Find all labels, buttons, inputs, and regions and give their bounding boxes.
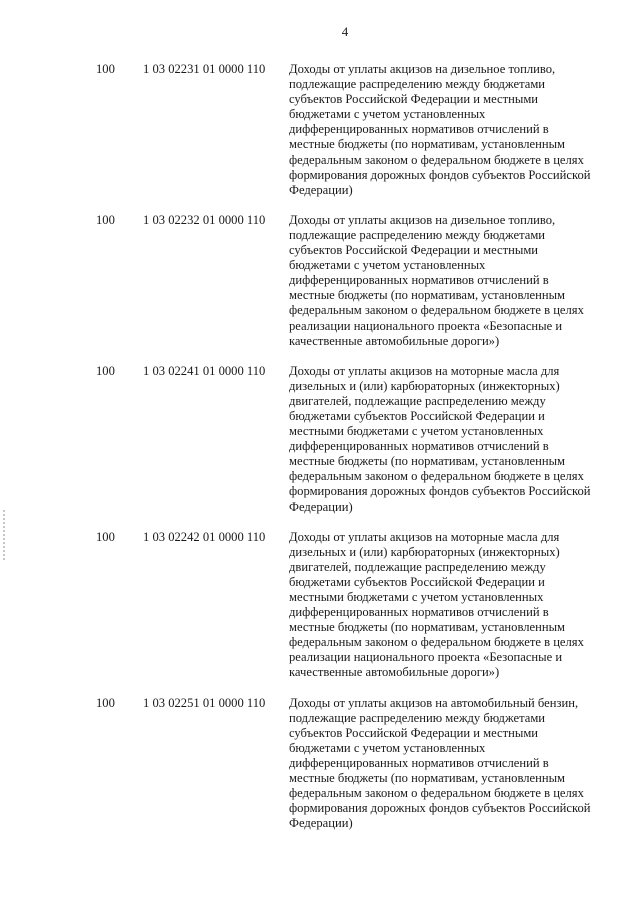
description-line: качественные автомобильные дороги») [289, 333, 500, 348]
description-line: дифференцированных нормативов отчислений в [289, 605, 549, 620]
description-line: местными бюджетами с учетом установленных [289, 590, 544, 604]
revenue-description [289, 364, 607, 515]
description-line: формирования дорожных фондов субъектов Российской [289, 484, 591, 499]
table-row [0, 530, 640, 681]
description-line: формирования дорожных фондов субъектов Российской [289, 801, 591, 816]
description-line: подлежащие распределению между бюджетами [289, 710, 546, 725]
description-line: подлежащие распределению между бюджетами [289, 227, 546, 242]
description-line: субъектов Российской Федерации и местными [289, 725, 539, 740]
description-line: федеральным законом о федеральном бюджете в целях [289, 635, 584, 650]
budget-classification-code: 1 03 02242 01 0000 110 [143, 529, 266, 544]
description-line: бюджетами с учетом установленных [289, 107, 486, 122]
table-row [0, 62, 640, 198]
description-line: бюджетами с учетом установленных [289, 258, 486, 273]
description-line: субъектов Российской Федерации и местными [289, 92, 539, 107]
revenue-description [289, 530, 607, 681]
description-line: реализации национального проекта «Безопасные и [289, 318, 563, 333]
table-row [0, 696, 640, 832]
admin-code: 100 [96, 62, 115, 76]
description-line: местными бюджетами с учетом установленных [289, 424, 544, 439]
description-line: Федерации) [289, 816, 353, 831]
description-line: Доходы от уплаты акцизов на моторные масла для [289, 363, 560, 378]
description-line: Федерации) [289, 499, 353, 514]
description-line: субъектов Российской Федерации и местными [289, 243, 539, 258]
description-line: подлежащие распределению между бюджетами [289, 77, 546, 92]
budget-classification-code: 1 03 02231 01 0000 110 [143, 62, 266, 76]
description-line: бюджетами субъектов Российской Федерации и [289, 408, 545, 423]
description-line: бюджетами с учетом установленных [289, 740, 486, 755]
description-line: федеральным законом о федеральном бюджете в целях [289, 786, 584, 801]
admin-code: 100 [96, 363, 115, 378]
description-line: реализации национального проекта «Безопасные и [289, 650, 563, 665]
budget-classification-code: 1 03 02241 01 0000 110 [143, 363, 266, 378]
description-line: бюджетами субъектов Российской Федерации и [289, 574, 545, 589]
description-line: дифференцированных нормативов отчислений в [289, 122, 549, 137]
description-line: дизельных и (или) карбюраторных (инжекторных) [289, 378, 560, 393]
description-line: формирования дорожных фондов субъектов Российской [289, 167, 591, 182]
revenue-description [289, 62, 607, 198]
admin-code: 100 [96, 212, 115, 227]
admin-code: 100 [96, 529, 115, 544]
revenue-description [289, 696, 607, 832]
description-line: Доходы от уплаты акцизов на дизельное топливо, [289, 62, 556, 76]
description-line: Федерации) [289, 182, 353, 197]
description-line: местные бюджеты (по нормативам, установленным [289, 771, 566, 786]
description-line: местные бюджеты (по нормативам, установленным [289, 137, 566, 152]
table-row [0, 364, 640, 515]
description-line: федеральным законом о федеральном бюджете в целях [289, 469, 584, 484]
description-line: местные бюджеты (по нормативам, установленным [289, 288, 566, 303]
revenue-codes-table [0, 62, 640, 831]
description-line: дизельных и (или) карбюраторных (инжекторных) [289, 544, 560, 559]
description-line: федеральным законом о федеральном бюджете в целях [289, 303, 584, 318]
description-line: дифференцированных нормативов отчислений в [289, 273, 549, 288]
revenue-description [289, 213, 607, 349]
description-line: дифференцированных нормативов отчислений в [289, 755, 549, 770]
budget-classification-code: 1 03 02251 01 0000 110 [143, 695, 266, 710]
description-line: двигателей, подлежащие распределению между [289, 393, 546, 408]
description-line: местные бюджеты (по нормативам, установленным [289, 620, 566, 635]
description-line: двигателей, подлежащие распределению между [289, 559, 546, 574]
page-number: 4 [341, 24, 349, 39]
description-line: дифференцированных нормативов отчислений в [289, 439, 549, 454]
budget-classification-code: 1 03 02232 01 0000 110 [143, 212, 266, 227]
table-row [0, 213, 640, 349]
description-line: качественные автомобильные дороги») [289, 665, 500, 680]
description-line: Доходы от уплаты акцизов на дизельное топливо, [289, 212, 556, 227]
description-line: местные бюджеты (по нормативам, установленным [289, 454, 566, 469]
description-line: федеральным законом о федеральном бюджете в целях [289, 152, 584, 167]
description-line: Доходы от уплаты акцизов на автомобильный бензин, [289, 695, 579, 710]
admin-code: 100 [96, 695, 115, 710]
description-line: Доходы от уплаты акцизов на моторные масла для [289, 529, 560, 544]
